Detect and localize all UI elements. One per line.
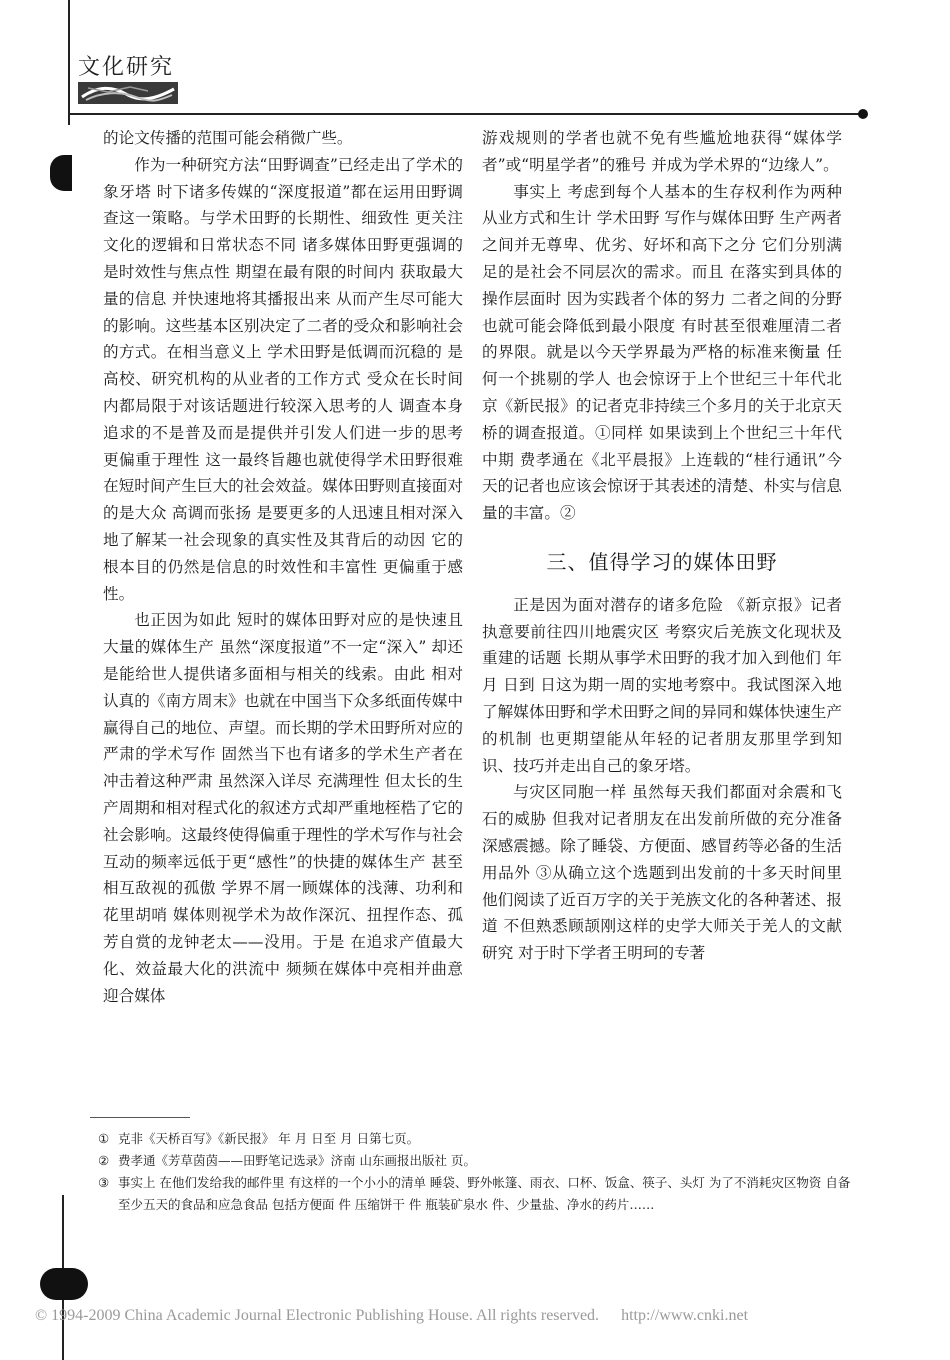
body-paragraph: 作为一种研究方法“田野调查”已经走出了学术的象牙塔 时下诸多传媒的“深度报道”都在运用田野调查这一策略。与学术田野的长期性、细致性 更关注文化的逻辑和日常状态不同 诸多媒体田野更强调的是时效性与焦点性 期望在最有限的时间内 获取最大量的信息 并快速地将其播报出来 从而产生尽可能大的影响。这些基本区别决定了二者的受众和影响社会的方式。在相当意义上 学术田野是低调而沉稳的 是高校、研究机构的从业者的工作方式 受众在长时间内都局限于对该话题进行较深入思考的人 调查本身追求的不是普及而是提供并引发人们进一步的思考 更偏重于理性 这一最终旨趣也就使得学术田野很难在短时间产生巨大的社会效益。媒体田野则直接面对的是大众 高调而张扬 是要更多的人迅速且相对深入地了解某一社会现象的真实性及其背后的动因 它的根本目的仍然是信息的时效性和丰富性 更偏重于感性。: [103, 155, 463, 603]
page-corner-marker: [40, 1268, 88, 1300]
footnotes: [90, 1128, 860, 1216]
footnote-number: ①: [98, 1131, 110, 1146]
header-brush-graphic: [78, 82, 178, 104]
footnote-text: 费孝通《芳草茵茵——田野笔记选录》济南 山东画报出版社 页。: [118, 1153, 476, 1168]
footnote-item: [90, 1128, 860, 1150]
body-paragraph: 事实上 考虑到每个人基本的生存权利作为两种从业方式和生计 学术田野 写作与媒体田野 生产两者之间并无尊卑、优劣、好坏和高下之分 它们分别满足的是社会不同层次的需求。而且 在落实到具体的操作层面时 因为实践者个体的努力 二者之间的分野也就可能会降低到最小限度 有时甚至很难厘清二者的界限。就是以今天学界最为严格的标准来衡量 任何一个挑剔的学人 也会惊讶于上个世纪三十年代北京《新民报》的记者克非持续三个多月的关于北京天桥的调查报道。①同样 如果读到上个世纪三十年代中期 费孝通在《北平晨报》上连载的“桂行通讯”今天的记者也应该会惊讶于其表述的清楚、朴实与信息量的丰富。②: [482, 182, 842, 523]
footnote-text: 事实上 在他们发给我的邮件里 有这样的一个小小的清单 睡袋、野外帐篷、雨衣、口杯、饭盒、筷子、头灯 为了不消耗灾区物资 自备至少五天的食品和应急食品 包括方便面 件 压缩饼干 件 瓶装矿泉水 件、少量盐、净水的药片……: [118, 1175, 851, 1212]
footnote-rule: [90, 1117, 190, 1118]
margin-rule-top: [68, 0, 70, 125]
footnote-text: 克非《天桥百写》《新民报》 年 月 日至 月 日第七页。: [118, 1131, 420, 1146]
cnki-link[interactable]: http://www.cnki.net: [621, 1307, 749, 1324]
footnote-item: [90, 1172, 860, 1216]
copyright-text: © 1994-2009 China Academic Journal Electronic Publishing House. All rights reserved.: [35, 1307, 600, 1324]
section-heading: 三、值得学习的媒体田野: [546, 549, 778, 574]
copyright-line: [35, 1307, 935, 1325]
body-paragraph: 游戏规则的学者也就不免有些尴尬地获得“媒体学者”或“明星学者”的雅号 并成为学术界的“边缘人”。: [482, 129, 842, 174]
body-paragraph: 与灾区同胞一样 虽然每天我们都面对余震和飞石的威胁 但我对记者朋友在出发前所做的充分准备深感震撼。除了睡袋、方便面、感冒药等必备的生活用品外 ③从确立这个选题到出发前的十多天时间里 他们阅读了近百万字的关于羌族文化的各种著述、报道 不但熟悉顾颉刚这样的史学大师关于羌人的文献研究 对于时下学者王明珂的专著: [482, 783, 842, 963]
body-paragraph: 也正因为如此 短时的媒体田野对应的是快速且大量的媒体生产 虽然“深度报道”不一定“深入” 却还是能给世人提供诸多面相与相关的线索。由此 相对认真的《南方周末》也就在中国当下众多纸面传媒中赢得自己的地位、声望。而长期的学术田野所对应的严肃的学术写作 固然当下也有诸多的学术生产者在冲击着这种严肃 虽然深入详尽 充满理性 但太长的生产周期和相对程式化的叙述方式却严重地桎梏了它的社会影响。这最终使得偏重于理性的学术写作与社会互动的频率远低于更“感性”的快捷的媒体生产 甚至相互敌视的孤傲 学界不屑一顾媒体的浅薄、功利和花里胡哨 媒体则视学术为故作深沉、扭捏作态、孤芳自赏的龙钟老太——没用。于是 在追求产值最大化、效益最大化的洪流中 频频在媒体中亮相并曲意迎合媒体: [103, 611, 463, 1005]
footnote-number: ②: [98, 1153, 110, 1168]
body-paragraph: 正是因为面对潜存的诸多危险 《新京报》记者执意要前往四川地震灾区 考察灾后羌族文化现状及重建的话题 长期从事学术田野的我才加入到他们 年 月 日到 日这为期一周的实地考察中。我试图深入地了解媒体田野和学术田野之间的异同和媒体快速生产的机制 也更期望能从年轻的记者朋友那里学到知识、技巧并走出自己的象牙塔。: [482, 595, 842, 775]
right-column: [482, 125, 842, 967]
side-tab-marker: [50, 155, 72, 191]
footnote-number: ③: [98, 1175, 110, 1190]
header-rule-dot: [858, 109, 868, 119]
footnote-item: [90, 1150, 860, 1172]
body-paragraph: 的论文传播的范围可能会稍微广些。: [103, 129, 353, 147]
header-rule: [68, 113, 861, 115]
left-column: [103, 125, 463, 1009]
section-header-title: 文化研究: [78, 55, 175, 80]
